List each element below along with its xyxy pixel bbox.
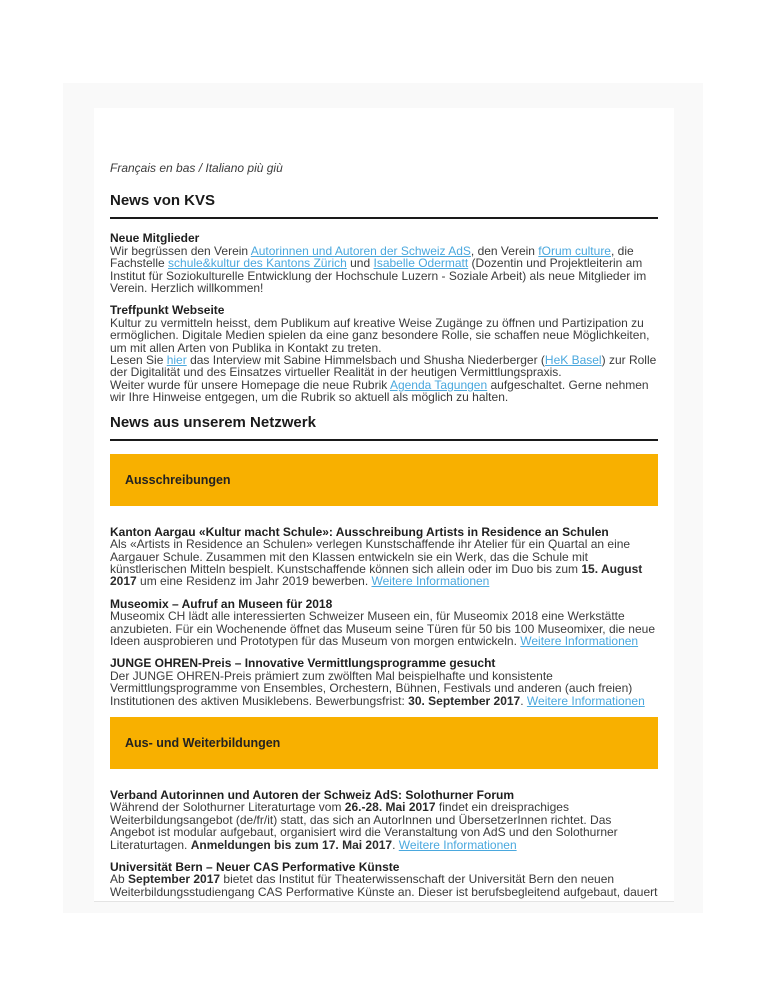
news-item-heading: Verband Autorinnen und Autoren der Schweiz AdS: Solothurner Forum	[110, 787, 515, 802]
news-item	[110, 598, 658, 648]
news-item-body	[110, 538, 658, 588]
body-text: Wir begrüssen den Verein	[110, 243, 251, 258]
news-item-heading: Kanton Aargau «Kultur macht Schule»: Ausschreibung Artists in Residence an Schulen	[110, 524, 609, 539]
body-text: das Interview mit Sabine Himmelsbach und Shusha Niederberger (	[186, 353, 545, 368]
news-item	[110, 232, 658, 294]
category-banner-label: Aus- und Weiterbildungen	[125, 735, 281, 750]
bold-text: 30. September 2017	[408, 693, 521, 708]
bold-text: Anmeldungen bis zum 17. Mai 2017	[190, 837, 393, 852]
news-item	[110, 657, 658, 707]
news-item-body	[110, 317, 658, 404]
body-text: ) zur Rolle der Digitalität und des Einsatzes virtueller Realität in der heutigen Vermittlungspraxis.	[110, 353, 657, 380]
link-weitere-informationen[interactable]: Weitere Informationen	[520, 633, 639, 648]
link-weitere-informationen[interactable]: Weitere Informationen	[371, 574, 490, 589]
news-item-body	[110, 873, 658, 898]
news-item-body	[110, 610, 658, 647]
category-banner	[110, 454, 658, 506]
body-text: findet ein dreisprachiges Weiterbildungsangebot (de/fr/it) statt, das sich an AutorInnen und ÜbersetzerInnen richtet. Das Angebot ist modular aufgebaut, organisiert wird die Veranstaltung von AdS und den Solothurner Literaturtagen.	[110, 800, 618, 852]
news-item	[110, 861, 658, 898]
link-agenda-tagungen[interactable]: Agenda Tagungen	[389, 377, 488, 392]
news-item-body	[110, 670, 658, 707]
news-item	[110, 789, 658, 851]
link-hier[interactable]: hier	[166, 353, 187, 368]
body-text: , den Verein	[470, 243, 539, 258]
body-text: Weiter wurde für unsere Homepage die neue Rubrik	[110, 377, 390, 392]
category-banner	[110, 717, 658, 769]
bold-text: 26.-28. Mai 2017	[344, 800, 436, 815]
body-text: (Dozentin und Projektleiterin am Institut für Soziokulturelle Entwicklung der Hochschule Luzern - Soziale Arbeit) als neue Mitglieder im Verein. Herzlich willkommen!	[110, 256, 647, 296]
bold-text: September 2017	[128, 872, 221, 887]
body-text: .	[392, 837, 399, 852]
email-content	[110, 162, 658, 898]
body-text: , die Fachstelle	[110, 243, 634, 271]
news-item-heading: Treffpunkt Webseite	[110, 303, 225, 318]
body-text: aufgeschaltet. Gerne nehmen wir Ihre Hinweise entgegen, um die Rubrik so aktuell als möglich zu halten.	[110, 377, 649, 405]
body-text: Museomix CH lädt alle interessierten Schweizer Museen ein, für Museomix 2018 eine Werkstätte anzubieten. Für ein Wochenende öffnet das Museum seine Türen für 50 bis 100 Museomixer, die neue Ideen ausprobieren und Prototypen für das Museum von morgen entwickeln.	[110, 609, 656, 648]
link-weitere-informationen[interactable]: Weitere Informationen	[526, 693, 645, 708]
email-card	[94, 108, 674, 902]
news-item-heading: JUNGE OHREN-Preis – Innovative Vermittlungsprogramme gesucht	[110, 656, 496, 671]
news-item	[110, 304, 658, 403]
body-text: um eine Residenz im Jahr 2019 bewerben.	[136, 574, 372, 589]
language-note: Français en bas / Italiano più giù	[110, 161, 283, 175]
news-item-heading: Universität Bern – Neuer CAS Performative Künste	[110, 860, 400, 874]
body-text: und	[346, 256, 374, 271]
body-text: Ab	[110, 872, 129, 887]
body-text: Der JUNGE OHREN-Preis prämiert zum zwölften Mal beispielhafte und konsistente Vermittlungsprogramme von Ensembles, Orchestern, Bühnen, Festivals und anderen (auch freien) Institutionen des aktiven Musiklebens. Bewerbungsfrist:	[110, 668, 633, 708]
link-isabelle-odermatt[interactable]: Isabelle Odermatt	[373, 256, 469, 271]
email-background	[63, 83, 703, 913]
body-text: bietet das Institut für Theaterwissenschaft der Universität Bern den neuen Weiterbildungsstudiengang CAS Performative Künste an. Dieser ist berufsbegleitend aufgebaut, dauert	[110, 872, 658, 899]
link-forum-culture[interactable]: fOrum culture	[538, 243, 611, 258]
section-title: News von KVS	[110, 192, 658, 219]
bold-text: 15. August 2017	[110, 561, 643, 589]
category-banner-label: Ausschreibungen	[125, 472, 231, 487]
body-text: .	[520, 693, 527, 708]
news-item-heading: Museomix – Aufruf an Museen für 2018	[110, 596, 333, 611]
body-text: Kultur zu vermitteln heisst, dem Publikum auf kreative Weise Zugänge zu öffnen und Partizipation zu ermöglichen. Digitale Medien spielen da eine ganz besondere Rolle, sie schaffen neue Möglichkeiten, um mit allen Arten von Publika in Kontakt zu treten.	[110, 315, 650, 355]
link-schule-kultur-des-kantons-z-rich[interactable]: schule&kultur des Kantons Zürich	[168, 256, 347, 271]
link-autorinnen-und-autoren-der-schweiz-ads[interactable]: Autorinnen und Autoren der Schweiz AdS	[250, 243, 471, 258]
body-text: Lesen Sie	[110, 353, 167, 368]
section-title: News aus unserem Netzwerk	[110, 414, 658, 441]
body-text: Während der Solothurner Literaturtage vom	[110, 800, 345, 815]
news-item-heading: Neue Mitglieder	[110, 231, 200, 246]
link-hek-basel[interactable]: HeK Basel	[544, 353, 602, 368]
body-text: Als «Artists in Residence an Schulen» verlegen Kunstschaffende ihr Atelier für ein Quartal an eine Aargauer Schule. Zusammen mit den Klassen entwickeln sie ein Werk, das die Schule mit künstlerischen Mitteln bespielt. Kunstschaffende können sich allein oder im Duo bis zum	[110, 537, 631, 576]
news-item	[110, 526, 658, 588]
news-item-body	[110, 245, 658, 295]
news-item-body	[110, 801, 658, 851]
link-weitere-informationen[interactable]: Weitere Informationen	[398, 837, 517, 852]
